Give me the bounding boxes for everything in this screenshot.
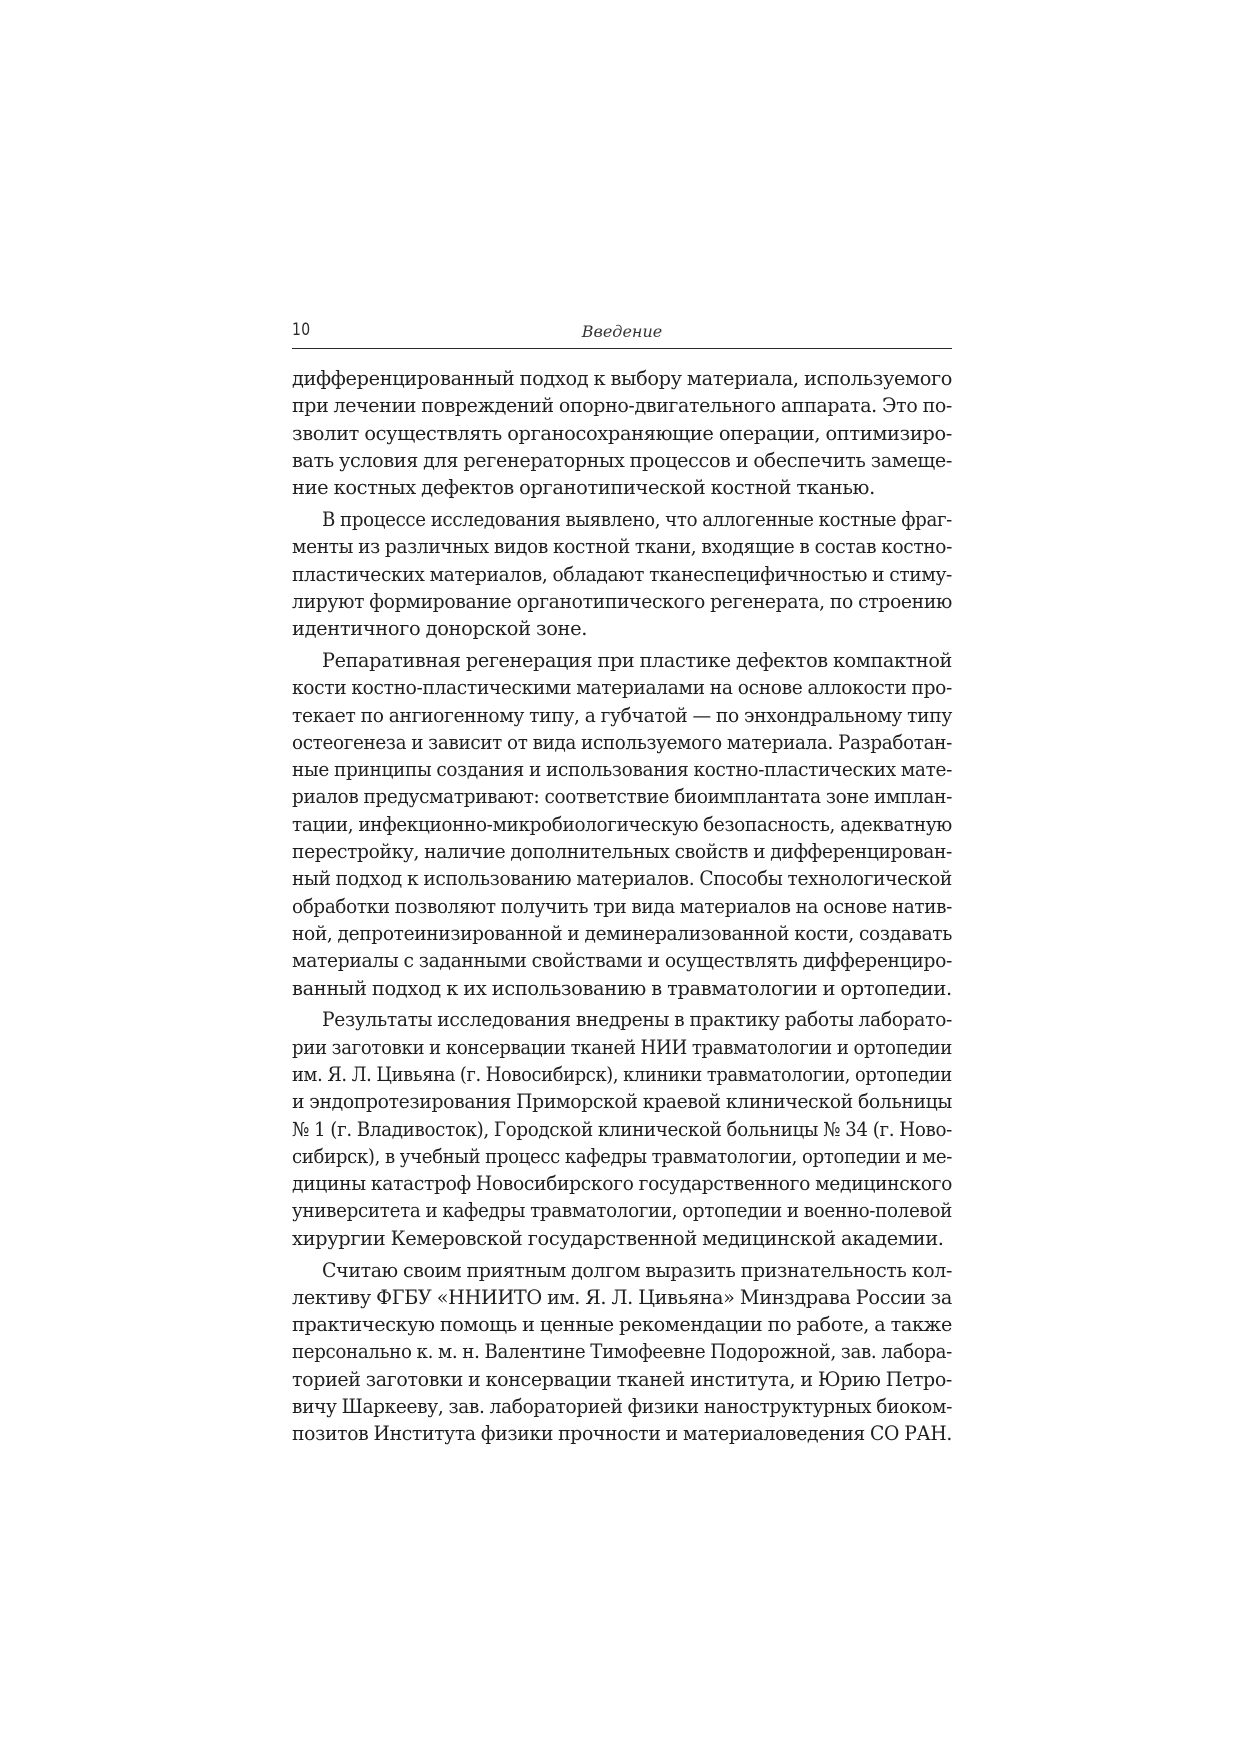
text-line: лируют формирование органотипического регенерата, по строению [292, 589, 952, 613]
text-line: ной, депротеинизированной и деминерализованной кости, создавать [292, 921, 952, 945]
text-line: риалов предусматривают: соответствие биоимплантата зоне имплан- [292, 785, 952, 809]
text-line: дифференцированный подход к выбору материала, используемого [292, 367, 952, 390]
text-line: № 1 (г. Владивосток), Городской клинической больницы № 34 (г. Ново- [292, 1117, 952, 1141]
paragraph [292, 506, 952, 642]
text-line: обработки позволяют получить три вида материалов на основе натив- [292, 894, 952, 918]
text-line: ванный подход к их использованию в травматологии и ортопедии. [292, 976, 952, 1000]
text-line: материалы с заданными свойствами и осуществлять дифференциро- [292, 949, 952, 973]
text-line: практическую помощь и ценные рекомендации по работе, а также [292, 1313, 952, 1337]
paragraph [292, 1257, 952, 1448]
text-line: В процессе исследования выявлено, что аллогенные костные фраг- [322, 507, 952, 531]
paragraph [292, 365, 952, 501]
text-line: Репаративная регенерация при пластике дефектов компактной [322, 648, 952, 672]
text-line: университета и кафедры травматологии, ортопедии и военно-полевой [292, 1199, 952, 1223]
text-line: рии заготовки и консервации тканей НИИ травматологии и ортопедии [292, 1035, 952, 1059]
text-line: персонально к. м. н. Валентине Тимофеевне Подорожной, зав. лабора- [292, 1340, 952, 1364]
text-line: и эндопротезирования Приморской краевой клинической больницы [292, 1090, 952, 1114]
text-line: зволит осуществлять органосохраняющие операции, оптимизиро- [292, 421, 952, 445]
text-line: Считаю своим приятным долгом выразить признательность кол- [322, 1258, 952, 1282]
text-line: менты из различных видов костной ткани, входящие в состав костно- [292, 535, 952, 559]
text-line: им. Я. Л. Цивьяна (г. Новосибирск), клиники травматологии, ортопедии [292, 1062, 952, 1086]
running-header [292, 318, 952, 349]
text-line: Результаты исследования внедрены в практику работы лаборато- [322, 1008, 952, 1032]
page-number: 10 [292, 320, 311, 340]
text-line: торией заготовки и консервации тканей института, и Юрию Петро- [292, 1367, 952, 1391]
text-line: дицины катастроф Новосибирского государственного медицинского [292, 1172, 952, 1196]
text-line: идентичного донорской зоне. [292, 617, 588, 641]
text-line: при лечении повреждений опорно-двигательного аппарата. Это по- [292, 394, 952, 418]
paragraph [292, 1006, 952, 1252]
text-line: ные принципы создания и использования костно-пластических мате- [292, 758, 952, 782]
chapter-title: Введение [581, 322, 663, 341]
text-line: кости костно-пластическими материалами на основе аллокости про- [292, 676, 952, 700]
text-line: перестройку, наличие дополнительных свойств и дифференцирован- [292, 840, 952, 864]
text-line: вать условия для регенераторных процессов и обеспечить замеще- [292, 448, 952, 472]
body-text [292, 365, 952, 1448]
text-line: сибирск), в учебный процесс кафедры травматологии, ортопедии и ме- [292, 1144, 952, 1168]
text-line: вичу Шаркееву, зав. лабораторией физики наноструктурных биоком- [292, 1394, 952, 1418]
text-line: ный подход к использованию материалов. Способы технологической [292, 867, 952, 891]
text-line: текает по ангиогенному типу, а губчатой — по энхондральному типу [292, 703, 952, 727]
paragraph [292, 647, 952, 1002]
text-line: ние костных дефектов органотипической костной тканью. [292, 476, 875, 500]
text-line: тации, инфекционно-микробиологическую безопасность, адекватную [292, 812, 952, 836]
text-line: остеогенеза и зависит от вида используемого материала. Разработан- [292, 730, 952, 754]
text-line: пластических материалов, обладают тканеспецифичностью и стиму- [292, 562, 952, 586]
text-line: позитов Института физики прочности и материаловедения СО РАН. [292, 1422, 952, 1446]
text-line: лективу ФГБУ «ННИИТО им. Я. Л. Цивьяна» Минздрава России за [292, 1285, 952, 1309]
text-line: хирургии Кемеровской государственной медицинской академии. [292, 1226, 944, 1250]
